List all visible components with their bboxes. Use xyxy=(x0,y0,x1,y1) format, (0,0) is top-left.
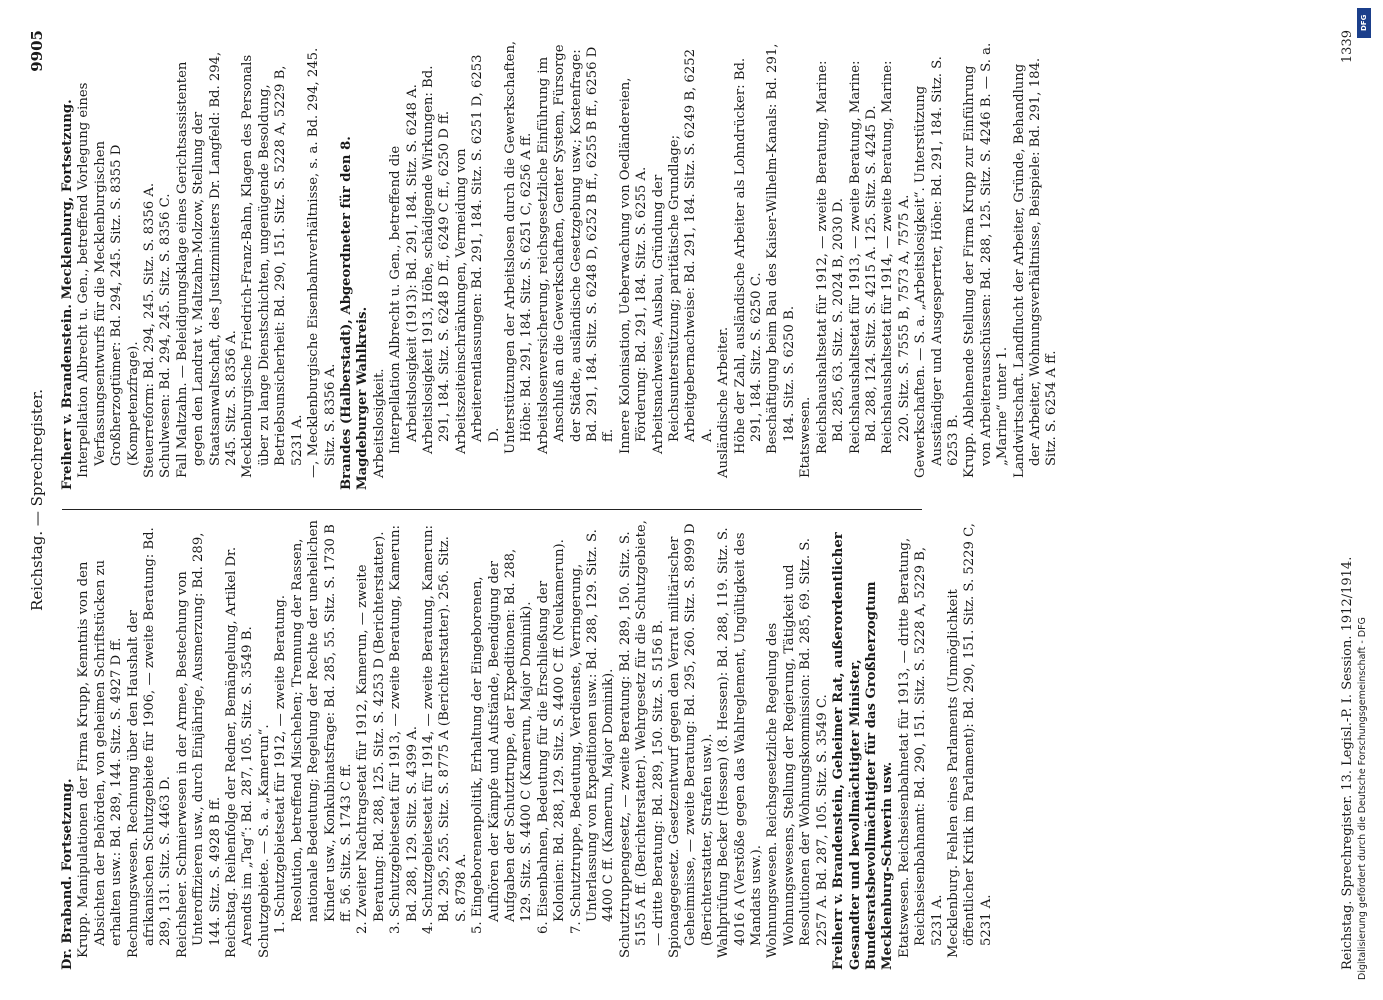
register-entry: Höhe der Zahl, ausländische Arbeiter als Lohndrücker: Bd. 291, 184. Sitz. S. 6250 C. xyxy=(732,57,765,454)
register-entry: Arbeitslosigkeit. xyxy=(371,368,387,478)
register-entry: 1. Schutzgebietsetat für 1912, — zweite Beratung. Resolution, betreffend Mischehen; Trennung der Rassen, nationale Bedeutung; Regelung der Rechte der unehelichen Kinder usw., Konkubinatsfrage: Bd. 285, 55. Sitz. S. 1730 B ff. 56. Sitz. S. 1743 C ff. xyxy=(273,520,354,934)
register-entry: Wohnungswesen. Reichsgesetzliche Regelung des Wohnungswesens, Stellung der Regierung, Tätigkeit und Resolutionen der Wohnungskommission: Bd. 285, 69. Sitz. S. 2257 A. Bd. 287, 105. Sitz. S. 3549 C. xyxy=(765,538,830,958)
register-entry: Mecklenburgische Friedrich-Franz-Bahn, Klagen des Personals über zu lange Dienstschichten, ungenügende Besoldung, Betriebsunsicherheit: Bd. 290, 151. Sitz. S. 5228 A, 5229 B, 5231 A. xyxy=(240,54,305,478)
footer-source: Reichstag. Sprechregister. 13. Legisl.-P. I. Session. 1912/1914. xyxy=(1340,556,1355,970)
register-entry: Reichshaushaltsetat für 1912, — zweite Beratung, Marine: Bd. 285, 63. Sitz. S. 2024 B, 2030 D. xyxy=(814,60,847,454)
right-column xyxy=(60,40,1061,490)
register-entry: Arbeitslosenversicherung, reichsgesetzliche Einführung im Anschluß an die Gewerkschaften, Genter System, Fürsorge der Städte, ausländische Gesetzgebung usw.; Kostenfrage: Bd. 291, 184. Sitz. S. 6248 D, 6252 B ff., 6255 B ff., 6256 D ff. xyxy=(535,44,617,454)
register-entry: Steuerreform: Bd. 294, 245. Sitz. S. 8356 A. xyxy=(142,182,158,478)
page-number: 9905 xyxy=(28,30,46,72)
column-divider xyxy=(62,509,922,510)
dfg-logo: DFG xyxy=(1357,8,1371,38)
register-entry: Wahlprüfung Becker (Hessen) (8. Hessen): Bd. 288, 119. Sitz. S. 4016 A (Verstöße gegen das Wahlreglement, Ungültigkeit des Mandats usw.). xyxy=(716,527,765,958)
register-entry: Rechnungswesen. Rechnung über den Haushalt der afrikanischen Schutzgebiete für 1906, — zweite Beratung: Bd. 289, 131. Sitz. S. 4463 D. xyxy=(125,527,174,958)
register-entry: Brandes (Halberstadt), Abgeordneter für den 8. Magdeburger Wahlkreis. xyxy=(338,136,371,490)
register-entry: Fall Maltzahn. — Beleidigungsklage eines Gerichtsassistenten gegen den Landrat v. Maltzahn-Molzow, Stellung der Staatsanwaltschaft, des Justizministers Dr. Langfeld: Bd. 294, 245. Sitz. S. 8356 A. xyxy=(174,51,240,478)
register-entry: Reichshaushaltsetat für 1914, — zweite Beratung, Marine: 220. Sitz. S. 7555 B, 7573 A, 7575 A. xyxy=(880,60,912,454)
register-entry: Ausländische Arbeiter. xyxy=(716,326,732,478)
register-entry: Arbeitsnachweise, Ausbau, Gründung der Reichsunterstützung; paritätische Grundlage; Arbeitgebernachweise: Bd. 291, 184. Sitz. S. 6249 B, 6252 A. xyxy=(650,49,715,454)
register-entry: Schulwesen: Bd. 294, 245. Sitz. S. 8356 C. xyxy=(158,193,174,478)
register-entry: Interpellation Albrecht u. Gen., betreffend Vorlegung eines Verfassungsentwurfs für die Mecklenburgischen Großherzogtümer: Bd. 294, 245. Sitz. S. 8355 D (Kompetenzfrage). xyxy=(76,82,141,478)
register-entry: Dr. Braband. Fortsetzung. xyxy=(60,778,75,970)
register-entry: 7. Schutztruppe, Bedeutung, Verdienste, Verringerung, Unterlassung von Expeditionen usw.: Bd. 288, 129. Sitz. S. 4400 C ff. (Kamerun, Major Dominik). xyxy=(568,529,617,934)
register-entry: Landwirtschaft. Landflucht der Arbeiter, Gründe, Behandlung der Arbeiter, Wohnungsverhältnisse, Beispiele: Bd. 291, 184. Sitz. S. 6254 A ff. xyxy=(1011,57,1060,478)
register-entry: Gewerkschaften. — S. a. „Arbeitslosigkeit“. Unterstützung Ausständiger und Ausgesperrter, Höhe: Bd. 291, 184. Sitz. S. 6253 B. xyxy=(913,56,961,478)
digitization-credit: Digitalisierung gefördert durch die Deutsche Forschungsgemeinschaft - DFG xyxy=(1357,617,1368,980)
register-entry: Freiherr v. Brandenstein. Mecklenburg, Fortsetzung. xyxy=(60,99,75,490)
register-entry: Arbeitslosigkeit 1913, Höhe, schädigende Wirkungen: Bd. 291, 184. Sitz. S. 6248 D ff., 6249 C ff., 6250 D ff. xyxy=(420,65,453,454)
register-entry: Schutzgebiete. — S. a. „Kamerun“. xyxy=(256,724,272,958)
register-entry: 6. Eisenbahnen, Bedeutung für die Erschließung der Kolonien: Bd. 288, 129. Sitz. S. 4400 C ff. (Neukamerun). xyxy=(535,539,568,934)
register-entry: Etatswesen. xyxy=(798,396,814,478)
page-header xyxy=(28,30,50,970)
register-entry: Mecklenburg. Fehlen eines Parlaments (Unmöglichkeit öffentlicher Kritik im Parlament): Bd. 290, 151. Sitz. S. 5229 C, 5231 A. xyxy=(945,523,994,958)
register-entry: Freiherr v. Brandenstein, Geheimer Rat, außerordentlicher Gesandter und bevollmächtigter Minister, Bundesratsbevollmächtigter für das Großherzogtum Mecklenburg-Schwerin usw. xyxy=(831,532,896,970)
register-entry: Reichshaushaltsetat für 1913, — zweite Beratung, Marine: Bd. 288, 124. Sitz. S. 4215 A. 125. Sitz. S. 4245 D. xyxy=(847,60,879,454)
register-entry: —, Mecklenburgische Eisenbahnverhältnisse, s. a. Bd. 294, 245. Sitz. S. 8356 A. xyxy=(306,47,338,478)
register-entry: Krupp. Ablehnende Stellung der Firma Krupp zur Einführung von Arbeiterausschüssen: Bd. 288, 125. Sitz. S. 4246 B. — S. a. „Marine“ unter 1. xyxy=(962,42,1011,478)
register-entry: Etatswesen. Reichseisenbahnetat für 1913, — dritte Beratung, Reichseisenbahnamt: Bd. 290, 151. Sitz. S. 5228 A, 5229 B, 5231 A. xyxy=(896,537,945,958)
register-entry: Krupp. Manipulationen der Firma Krupp, Kenntnis von den Absichten der Behörden, von geheimen Schriftstücken zu erhalten usw.: Bd. 289, 144. Sitz. S. 4927 D ff. xyxy=(76,559,125,958)
register-entry: Reichsheer. Schmierwesen in der Armee, Bestechung von Unteroffizieren usw., durch Einjährige, Ausmerzung: Bd. 289, 144. Sitz. S. 4928 B ff. xyxy=(174,532,223,958)
register-entry: 2. Zweiter Nachtragsetat für 1912, Kamerun, — zweite Beratung: Bd. 288, 125. Sitz. S. 4253 D (Berichterstatter). xyxy=(355,531,387,934)
register-entry: Beschäftigung beim Bau des Kaiser-Wilhelm-Kanals: Bd. 291, 184. Sitz. S. 6250 B. xyxy=(765,43,797,454)
register-entry: Unterstützungen der Arbeitslosen durch die Gewerkschaften, Höhe: Bd. 291, 184. Sitz. S. 6251 C, 6256 A ff. xyxy=(502,40,535,454)
register-entry: Innere Kolonisation, Ueberwachung von Oedländereien, Förderung: Bd. 291, 184. Sitz. S. 6255 A. xyxy=(617,77,650,454)
register-entry: Schutztruppengesetz, — zweite Beratung: Bd. 289, 150. Sitz. S. 5155 A ff. (Berichterstatter). Wehrgesetz für die Schutzgebiete, — dritte Beratung: Bd. 289, 150. Sitz. S. 5156 B. xyxy=(617,520,666,958)
page-footer xyxy=(1340,30,1355,970)
register-entry: 5. Eingeborenenpolitik, Erhaltung der Eingeborenen, Aufhören der Kämpfe und Aufstände, Beendigung der Aufgaben der Schutztruppe, der Expeditionen: Bd. 288, 129. Sitz. S. 4400 C (Kamerun, Major Dominik). xyxy=(470,548,535,934)
register-entry: Spionagegesetz. Gesetzentwurf gegen den Verrat militärischer Geheimnisse, — zweite Beratung: Bd. 295, 260. Sitz. S. 8999 D (Berichterstatter, Strafen usw.). xyxy=(667,523,715,958)
register-entry: Reichstag. Reihenfolge der Redner, Bemängelung, Artikel Dr. Arendts im „Tag“: Bd. 287, 105. Sitz. S. 3549 B. xyxy=(224,546,256,958)
sheet-number: 1339 xyxy=(1340,30,1355,64)
register-entry: Interpellation Albrecht u. Gen., betreffend die Arbeitslosigkeit (1913): Bd. 291, 184. Sitz. S. 6248 A. xyxy=(388,84,420,454)
running-head: Reichstag. — Sprechregister. xyxy=(28,389,46,611)
register-entry: Arbeitszeiteinschränkungen, Vermeidung von Arbeiterentlassungen: Bd. 291, 184. Sitz. S. 6251 D, 6253 D. xyxy=(453,54,502,454)
register-entry: 3. Schutzgebietsetat für 1913, — zweite Beratung, Kamerun: Bd. 288, 129. Sitz. S. 4399 A. xyxy=(388,525,420,934)
register-entry: 4. Schutzgebietsetat für 1914, — zweite Beratung, Kamerun: Bd. 295, 255. Sitz. S. 8775 A (Berichterstatter). 256. Sitz. S. 8798 A. xyxy=(420,525,469,934)
digitization-sidebar xyxy=(1355,0,1375,1000)
left-column xyxy=(60,520,995,970)
